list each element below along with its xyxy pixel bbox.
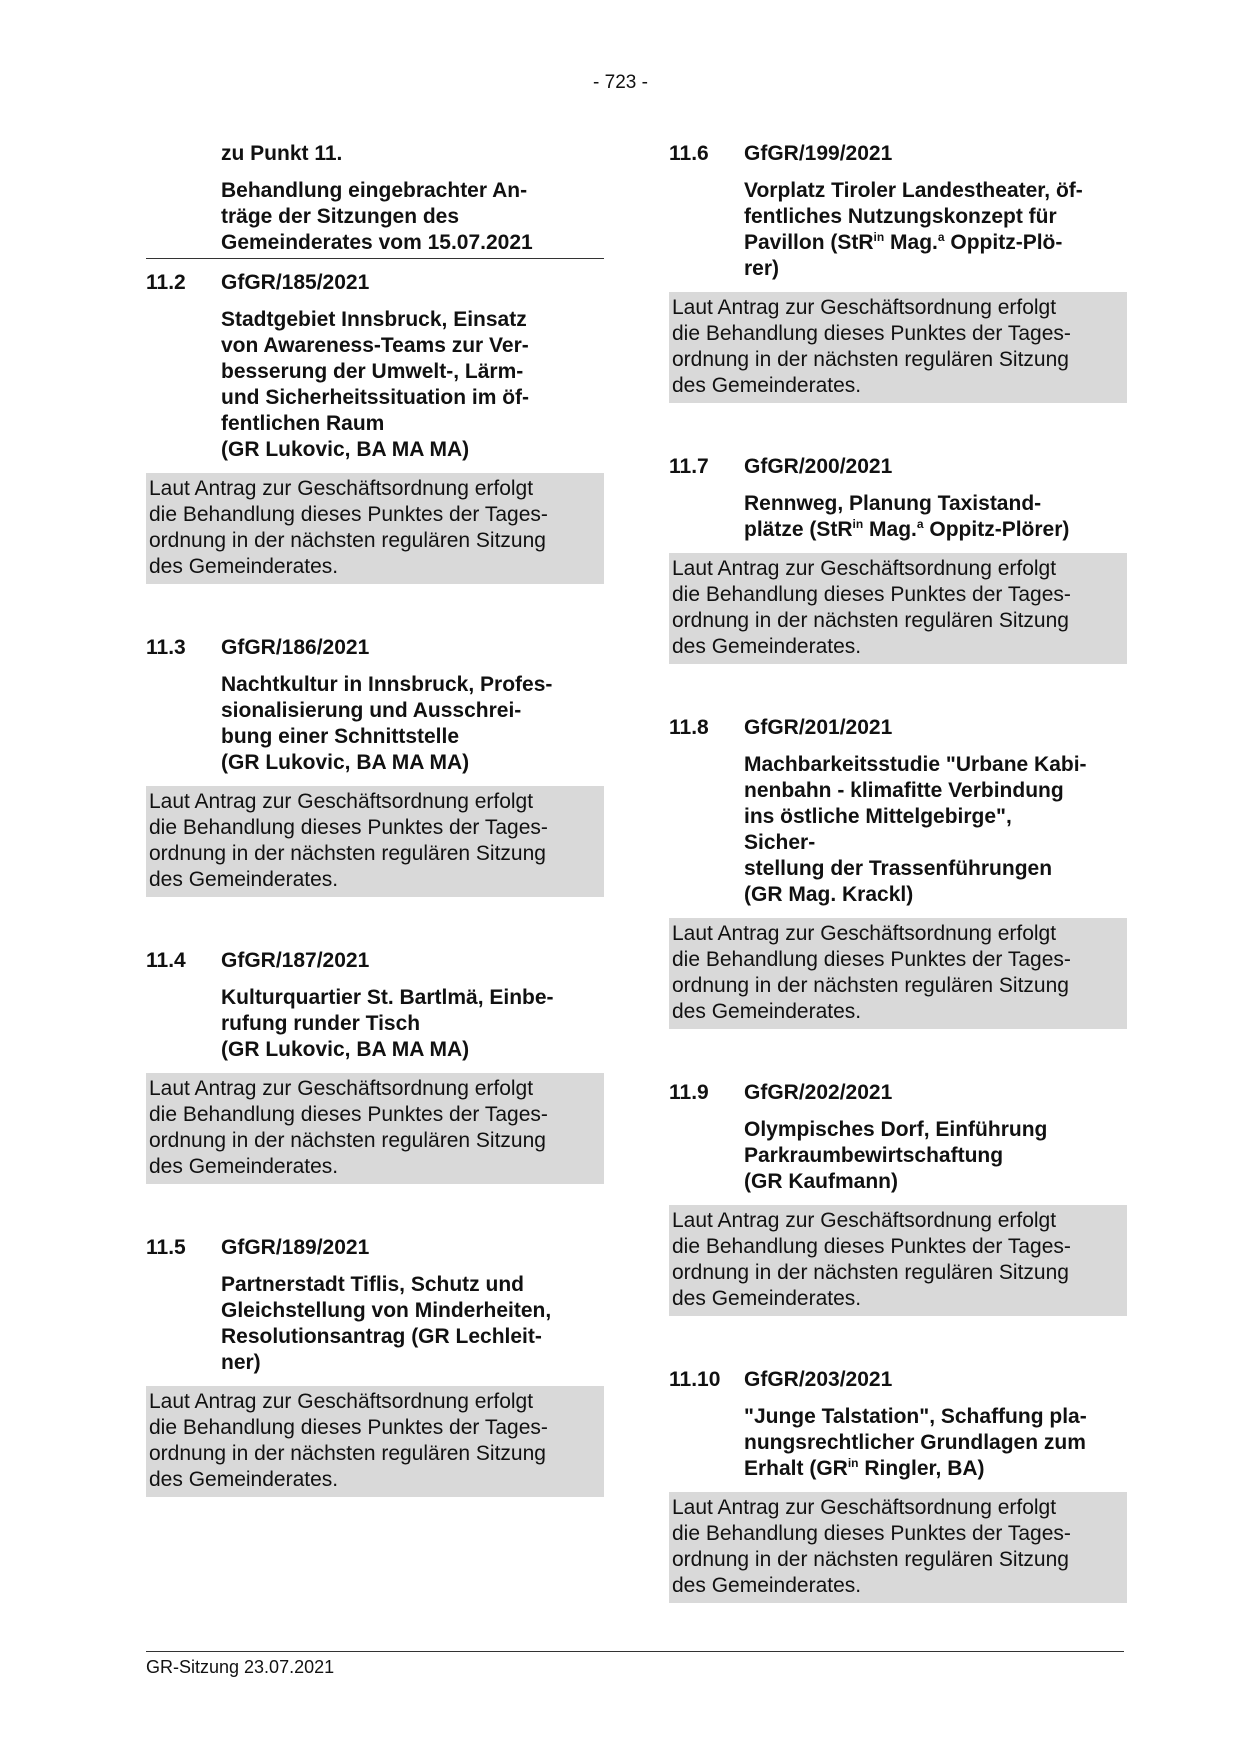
item-number: 11.2 <box>146 271 186 294</box>
item-number: 11.10 <box>669 1368 721 1391</box>
intro-heading: zu Punkt 11. <box>221 142 343 165</box>
item-title-line: Olympisches Dorf, Einführung <box>744 1118 1048 1141</box>
item-title-line: Stadtgebiet Innsbruck, Einsatz <box>221 308 527 331</box>
note-line: Laut Antrag zur Geschäftsordnung erfolgt <box>149 1077 534 1100</box>
item-title-line: ner) <box>221 1351 261 1374</box>
intro-title-line: Gemeinderates vom 15.07.2021 <box>221 231 533 254</box>
item-title-line: (GR Lukovic, BA MA MA) <box>221 751 470 774</box>
note-line: ordnung in der nächsten regulären Sitzung <box>149 529 546 552</box>
item-title-line: (GR Kaufmann) <box>744 1170 898 1193</box>
item-number: 11.3 <box>146 636 186 659</box>
note-line: die Behandlung dieses Punktes der Tages- <box>672 948 1071 971</box>
item-title <box>744 752 1127 908</box>
decision-note <box>669 553 1127 664</box>
item-title-line: und Sicherheitssituation im öf- <box>221 386 530 409</box>
intro-title-line: träge der Sitzungen des <box>221 205 460 228</box>
left-column <box>146 140 604 1497</box>
agenda-item-11-8 <box>669 714 1127 1029</box>
note-line: ordnung in der nächsten regulären Sitzung <box>672 1261 1069 1284</box>
item-title-line: ins östliche Mittelgebirge", Sicher- <box>744 805 1012 854</box>
note-line: Laut Antrag zur Geschäftsordnung erfolgt <box>149 1390 534 1413</box>
intro-title-line: Behandlung eingebrachter An- <box>221 179 528 202</box>
item-title-line: von Awareness-Teams zur Ver- <box>221 334 529 357</box>
section-divider <box>146 258 604 259</box>
note-line: des Gemeinderates. <box>149 1468 339 1491</box>
note-line: ordnung in der nächsten regulären Sitzung <box>672 974 1069 997</box>
agenda-item-11-6 <box>669 140 1127 403</box>
item-title <box>221 672 604 776</box>
note-line: ordnung in der nächsten regulären Sitzung <box>672 1548 1069 1571</box>
item-title-line: Parkraumbewirtschaftung <box>744 1144 1004 1167</box>
note-line: die Behandlung dieses Punktes der Tages- <box>149 1103 548 1126</box>
note-line: ordnung in der nächsten regulären Sitzung <box>149 842 546 865</box>
note-line: die Behandlung dieses Punktes der Tages- <box>672 322 1071 345</box>
item-reference: GfGR/200/2021 <box>744 455 893 478</box>
note-line: des Gemeinderates. <box>672 374 862 397</box>
note-line: die Behandlung dieses Punktes der Tages- <box>149 1416 548 1439</box>
item-title-line: nungsrechtlicher Grundlagen zum <box>744 1431 1086 1454</box>
decision-note <box>669 918 1127 1029</box>
item-reference: GfGR/185/2021 <box>221 271 370 294</box>
item-number: 11.8 <box>669 716 709 739</box>
note-line: Laut Antrag zur Geschäftsordnung erfolgt <box>672 1209 1057 1232</box>
item-number: 11.5 <box>146 1236 186 1259</box>
footer-divider <box>146 1651 1124 1652</box>
item-title <box>744 491 1127 543</box>
page-number: - 723 - <box>593 72 648 93</box>
agenda-item-11-5 <box>146 1234 604 1497</box>
note-line: Laut Antrag zur Geschäftsordnung erfolgt <box>672 922 1057 945</box>
item-title-line: Resolutionsantrag (GR Lechleit- <box>221 1325 542 1348</box>
item-title-line: Partnerstadt Tiflis, Schutz und <box>221 1273 524 1296</box>
decision-note <box>146 786 604 897</box>
agenda-item-11-4 <box>146 947 604 1184</box>
note-line: Laut Antrag zur Geschäftsordnung erfolgt <box>672 557 1057 580</box>
item-title <box>221 985 604 1063</box>
agenda-item-11-3 <box>146 634 604 897</box>
note-line: ordnung in der nächsten regulären Sitzung <box>149 1129 546 1152</box>
item-reference: GfGR/187/2021 <box>221 949 370 972</box>
item-reference: GfGR/203/2021 <box>744 1368 893 1391</box>
item-title <box>744 1117 1127 1195</box>
decision-note <box>146 1386 604 1497</box>
item-title-line: stellung der Trassenführungen <box>744 857 1053 880</box>
item-title-line: Rennweg, Planung Taxistand- <box>744 492 1042 515</box>
item-title-line: fentlichen Raum <box>221 412 385 435</box>
item-reference: GfGR/202/2021 <box>744 1081 893 1104</box>
item-title-line: (GR Mag. Krackl) <box>744 883 914 906</box>
item-title <box>221 1272 604 1376</box>
item-number: 11.7 <box>669 455 709 478</box>
item-title-line: fentliches Nutzungskonzept für <box>744 205 1057 228</box>
item-title <box>744 1404 1127 1482</box>
item-title-line: (GR Lukovic, BA MA MA) <box>221 438 470 461</box>
note-line: des Gemeinderates. <box>672 1574 862 1597</box>
note-line: die Behandlung dieses Punktes der Tages- <box>672 1522 1071 1545</box>
item-title-line: Erhalt ($GR^{in}$ Ringler, BA) <box>744 1456 985 1480</box>
item-title <box>221 307 604 463</box>
note-line: des Gemeinderates. <box>149 555 339 578</box>
note-line: Laut Antrag zur Geschäftsordnung erfolgt <box>672 1496 1057 1519</box>
item-title-line: (GR Lukovic, BA MA MA) <box>221 1038 470 1061</box>
right-column <box>669 140 1127 1603</box>
item-title-line: plätze (StR$^{in}$ Mag.$^a$ Oppitz-Plörer) <box>744 517 1070 541</box>
note-line: des Gemeinderates. <box>149 868 339 891</box>
note-line: ordnung in der nächsten regulären Sitzung <box>672 609 1069 632</box>
item-number: 11.4 <box>146 949 186 972</box>
intro-title <box>221 178 604 256</box>
item-title-line: Gleichstellung von Minderheiten, <box>221 1299 552 1322</box>
note-line: ordnung in der nächsten regulären Sitzung <box>149 1442 546 1465</box>
item-title-line: besserung der Umwelt-, Lärm- <box>221 360 524 383</box>
note-line: des Gemeinderates. <box>672 635 862 658</box>
decision-note <box>146 473 604 584</box>
item-title <box>744 178 1127 282</box>
item-reference: GfGR/199/2021 <box>744 142 893 165</box>
item-title-line: nenbahn - klimafitte Verbindung <box>744 779 1064 802</box>
agenda-item-11-2 <box>146 269 604 584</box>
note-line: Laut Antrag zur Geschäftsordnung erfolgt <box>149 477 534 500</box>
decision-note <box>146 1073 604 1184</box>
item-title-line: bung einer Schnittstelle <box>221 725 460 748</box>
note-line: die Behandlung dieses Punktes der Tages- <box>672 583 1071 606</box>
item-title-line: Pavillon (StR$^{in}$ Mag.$^a$ Oppitz-Plö- <box>744 230 1063 254</box>
agenda-item-11-7 <box>669 453 1127 664</box>
item-reference: GfGR/201/2021 <box>744 716 893 739</box>
item-title-line: Vorplatz Tiroler Landestheater, öf- <box>744 179 1083 202</box>
note-line: des Gemeinderates. <box>672 1000 862 1023</box>
agenda-item-11-10 <box>669 1366 1127 1603</box>
intro-section <box>146 140 604 259</box>
decision-note <box>669 292 1127 403</box>
note-line: die Behandlung dieses Punktes der Tages- <box>149 503 548 526</box>
note-line: ordnung in der nächsten regulären Sitzung <box>672 348 1069 371</box>
note-line: die Behandlung dieses Punktes der Tages- <box>672 1235 1071 1258</box>
note-line: Laut Antrag zur Geschäftsordnung erfolgt <box>149 790 534 813</box>
item-number: 11.9 <box>669 1081 709 1104</box>
agenda-item-11-9 <box>669 1079 1127 1316</box>
note-line: des Gemeinderates. <box>672 1287 862 1310</box>
item-title-line: rer) <box>744 257 780 280</box>
note-line: des Gemeinderates. <box>149 1155 339 1178</box>
item-title-line: "Junge Talstation", Schaffung pla- <box>744 1405 1087 1428</box>
item-title-line: Nachtkultur in Innsbruck, Profes- <box>221 673 553 696</box>
footer-session-date: GR-Sitzung 23.07.2021 <box>146 1657 335 1677</box>
item-title-line: Machbarkeitsstudie "Urbane Kabi- <box>744 753 1087 776</box>
item-reference: GfGR/189/2021 <box>221 1236 370 1259</box>
item-title-line: sionalisierung und Ausschrei- <box>221 699 522 722</box>
decision-note <box>669 1492 1127 1603</box>
note-line: die Behandlung dieses Punktes der Tages- <box>149 816 548 839</box>
note-line: Laut Antrag zur Geschäftsordnung erfolgt <box>672 296 1057 319</box>
decision-note <box>669 1205 1127 1316</box>
item-reference: GfGR/186/2021 <box>221 636 370 659</box>
item-number: 11.6 <box>669 142 709 165</box>
item-title-line: rufung runder Tisch <box>221 1012 421 1035</box>
item-title-line: Kulturquartier St. Bartlmä, Einbe- <box>221 986 554 1009</box>
